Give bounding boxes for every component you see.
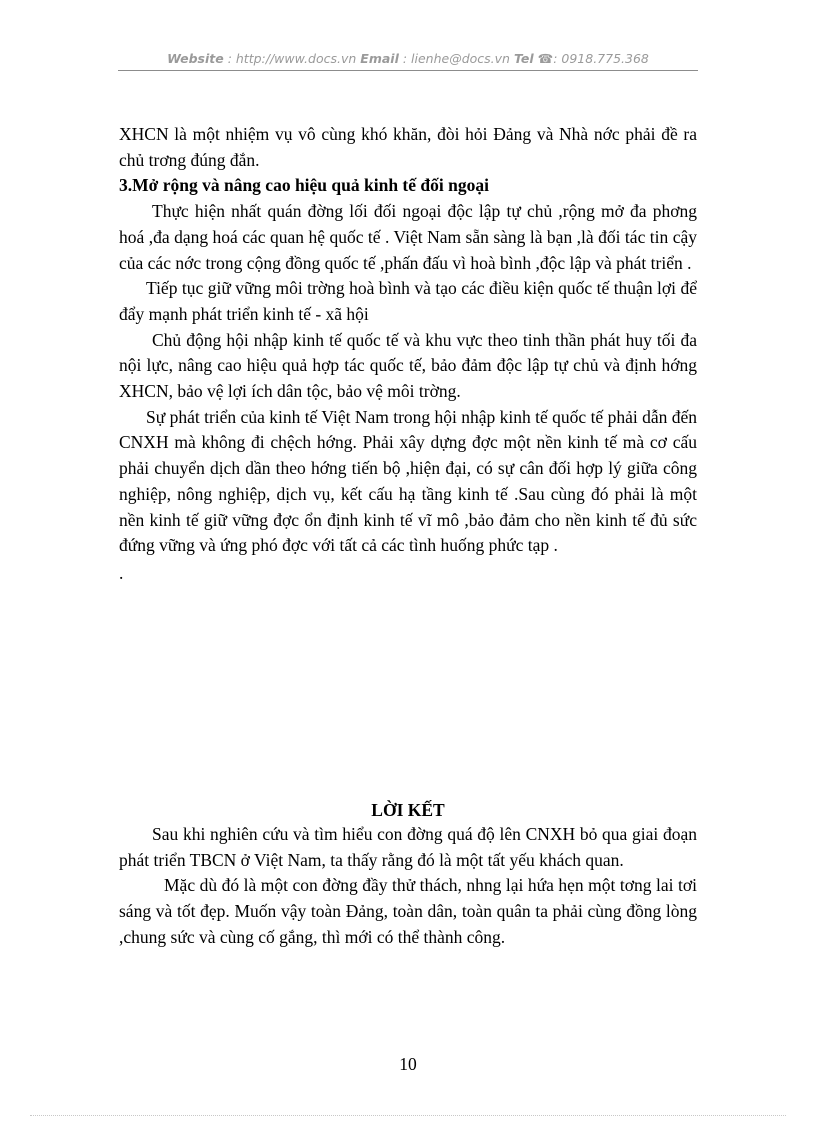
website-value: : http://www.docs.vn (227, 51, 357, 66)
footer-divider (30, 1115, 786, 1116)
paragraph: XHCN là một nhiệm vụ vô cùng khó khăn, đòi hỏi Đảng và Nhà nớc phải đề ra chủ trơng đúng đắn. (119, 124, 697, 170)
page-header (0, 51, 816, 66)
stray-dot: . (119, 562, 124, 583)
closing-title: LỜI KẾT (371, 800, 445, 820)
paragraph: Chủ động hội nhập kinh tế quốc tế và khu vực theo tinh thần phát huy tối đa nội lực, nâng cao hiệu quả hợp tác quốc tế, bảo đảm độc lập tự chủ và định hớng XHCN, bảo vệ lợi ích dân tộc, bảo vệ môi trờng. (119, 329, 697, 402)
tel-label: Tel (513, 51, 534, 66)
paragraph: Tiếp tục giữ vững môi trờng hoà bình và tạo các điều kiện quốc tế thuận lợi để đẩy mạnh phát triển kinh tế - xã hội (119, 278, 697, 324)
section-heading: 3.Mở rộng và nâng cao hiệu quả kinh tế đối ngoại (119, 175, 489, 196)
paragraph: Sau khi nghiên cứu và tìm hiểu con đờng quá độ lên CNXH bỏ qua giai đoạn phát triển TBCN ở Việt Nam, ta thấy rằng đó là một tất yếu khách quan. (119, 824, 697, 870)
paragraph: Thực hiện nhất quán đờng lối đối ngoại độc lập tự chủ ,rộng mở đa phơng hoá ,đa dạng hoá các quan hệ quốc tế . Việt Nam sẵn sàng là bạn ,là đối tác tin cậy của các nớc trong cộng đồng quốc tế ,phấn đấu vì hoà bình ,độc lập và phát triển . (119, 201, 697, 273)
main-content (119, 122, 697, 587)
email-value: : lienhe@docs.vn (402, 51, 510, 66)
paragraph: Sự phát triển của kinh tế Việt Nam trong hội nhập kinh tế quốc tế phải dẫn đến CNXH mà không đi chệch hớng. Phải xây dựng đợc một nền kinh tế mà cơ cấu phải chuyển dịch dần theo hớng tiến bộ ,hiện đại, có sự cân đối hợp lý giữa công nghiệp, nông nghiệp, dịch vụ, kết cấu hạ tầng kinh tế .Sau cùng đó phải là một nền kinh tế giữ vững đợc ổn định kinh tế vĩ mô ,bảo đảm cho nền kinh tế đủ sức đứng vững và ứng phó đợc với tất cả các tình huống phức tạp . (119, 406, 697, 556)
paragraph: Mặc dù đó là một con đờng đầy thử thách, nhng lại hứa hẹn một tơng lai tơi sáng và tốt đẹp. Muốn vậy toàn Đảng, toàn dân, toàn quân ta phải cùng đồng lòng ,chung sức và cùng cố gắng, thì mới có thể thành công. (119, 875, 697, 947)
closing-content (119, 822, 697, 951)
tel-value: : 0918.775.368 (553, 51, 649, 66)
page-number: 10 (399, 1054, 417, 1074)
website-label: Website (167, 51, 224, 66)
email-label: Email (360, 51, 399, 66)
header-divider (118, 70, 698, 71)
phone-icon: ☎ (537, 51, 554, 66)
